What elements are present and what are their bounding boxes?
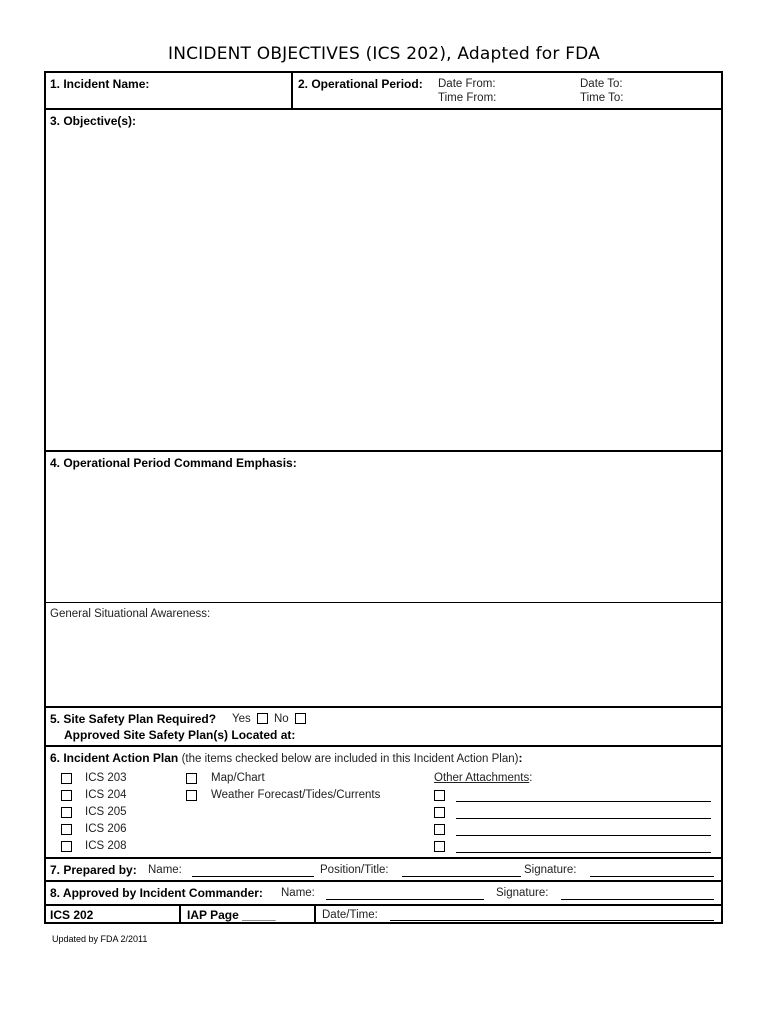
divider <box>44 450 723 452</box>
approved-by-label: 8. Approved by Incident Commander: <box>50 886 263 900</box>
attachment-3-line[interactable] <box>456 835 711 836</box>
operational-period-label: 2. Operational Period: <box>298 77 423 91</box>
prepared-by-position-line[interactable] <box>402 876 521 877</box>
prepared-by-name-line[interactable] <box>192 876 314 877</box>
ics-208-label: ICS 208 <box>85 840 127 852</box>
divider <box>314 905 316 923</box>
ics-206-checkbox[interactable] <box>61 824 72 835</box>
form-id: ICS 202 <box>50 908 94 922</box>
iap-label: 6. Incident Action Plan <box>50 751 179 765</box>
weather-forecast-checkbox[interactable] <box>186 790 197 801</box>
site-safety-yes-checkbox[interactable] <box>257 713 268 724</box>
prepared-by-signature-line[interactable] <box>590 876 714 877</box>
divider <box>291 72 293 109</box>
divider <box>44 745 723 747</box>
divider <box>179 905 181 923</box>
footer-note: Updated by FDA 2/2011 <box>52 934 148 944</box>
attachment-2-checkbox[interactable] <box>434 807 445 818</box>
date-time-line[interactable] <box>390 920 714 921</box>
time-from-label: Time From: <box>438 92 497 104</box>
date-to-label: Date To: <box>580 78 623 90</box>
divider <box>44 602 723 603</box>
site-safety-no-checkbox[interactable] <box>295 713 306 724</box>
other-attachments-label <box>434 771 532 785</box>
ics-204-checkbox[interactable] <box>61 790 72 801</box>
iap-note: (the items checked below are included in this Incident Action Plan) <box>181 753 519 765</box>
attachment-1-checkbox[interactable] <box>434 790 445 801</box>
other-attachments-colon: : <box>529 772 533 784</box>
attachment-1-line[interactable] <box>456 801 711 802</box>
map-chart-label: Map/Chart <box>211 772 265 784</box>
weather-forecast-label: Weather Forecast/Tides/Currents <box>211 789 381 801</box>
command-emphasis-field[interactable] <box>50 474 715 596</box>
prepared-by-label: 7. Prepared by: <box>50 863 137 877</box>
divider <box>44 857 723 859</box>
situational-awareness-field[interactable] <box>50 624 715 702</box>
objectives-field[interactable] <box>50 132 715 444</box>
site-safety-location-label: Approved Site Safety Plan(s) Located at: <box>64 728 296 742</box>
divider <box>44 108 723 110</box>
date-time-label: Date/Time: <box>322 909 378 921</box>
divider <box>44 904 723 906</box>
ics-205-checkbox[interactable] <box>61 807 72 818</box>
time-to-label: Time To: <box>580 92 624 104</box>
approved-by-name-line[interactable] <box>326 899 484 900</box>
approved-by-name-label: Name: <box>281 887 315 899</box>
ics-203-label: ICS 203 <box>85 772 127 784</box>
iap-heading <box>50 751 522 766</box>
attachment-4-checkbox[interactable] <box>434 841 445 852</box>
prepared-by-signature-label: Signature: <box>524 864 577 876</box>
date-from-label: Date From: <box>438 78 496 90</box>
divider <box>44 880 723 882</box>
attachment-2-line[interactable] <box>456 818 711 819</box>
ics-208-checkbox[interactable] <box>61 841 72 852</box>
ics-206-label: ICS 206 <box>85 823 127 835</box>
attachment-4-line[interactable] <box>456 852 711 853</box>
prepared-by-position-label: Position/Title: <box>320 864 389 876</box>
map-chart-checkbox[interactable] <box>186 773 197 784</box>
divider <box>44 706 723 708</box>
incident-name-label: 1. Incident Name: <box>50 77 150 91</box>
approved-by-signature-line[interactable] <box>561 899 714 900</box>
situational-awareness-label: General Situational Awareness: <box>50 608 211 620</box>
ics-204-label: ICS 204 <box>85 789 127 801</box>
attachment-3-checkbox[interactable] <box>434 824 445 835</box>
iap-page-label: IAP Page _____ <box>187 908 276 922</box>
ics-205-label: ICS 205 <box>85 806 127 818</box>
objectives-label: 3. Objective(s): <box>50 114 137 128</box>
command-emphasis-label: 4. Operational Period Command Emphasis: <box>50 456 297 470</box>
ics-203-checkbox[interactable] <box>61 773 72 784</box>
site-safety-yes-label: Yes <box>232 713 251 725</box>
iap-colon: : <box>518 751 523 765</box>
prepared-by-name-label: Name: <box>148 864 182 876</box>
form-title: INCIDENT OBJECTIVES (ICS 202), Adapted for FDA <box>167 44 600 64</box>
site-safety-label: 5. Site Safety Plan Required? <box>50 712 217 726</box>
other-attachments-text: Other Attachments <box>434 772 530 784</box>
site-safety-no-label: No <box>274 713 289 725</box>
approved-by-signature-label: Signature: <box>496 887 549 899</box>
